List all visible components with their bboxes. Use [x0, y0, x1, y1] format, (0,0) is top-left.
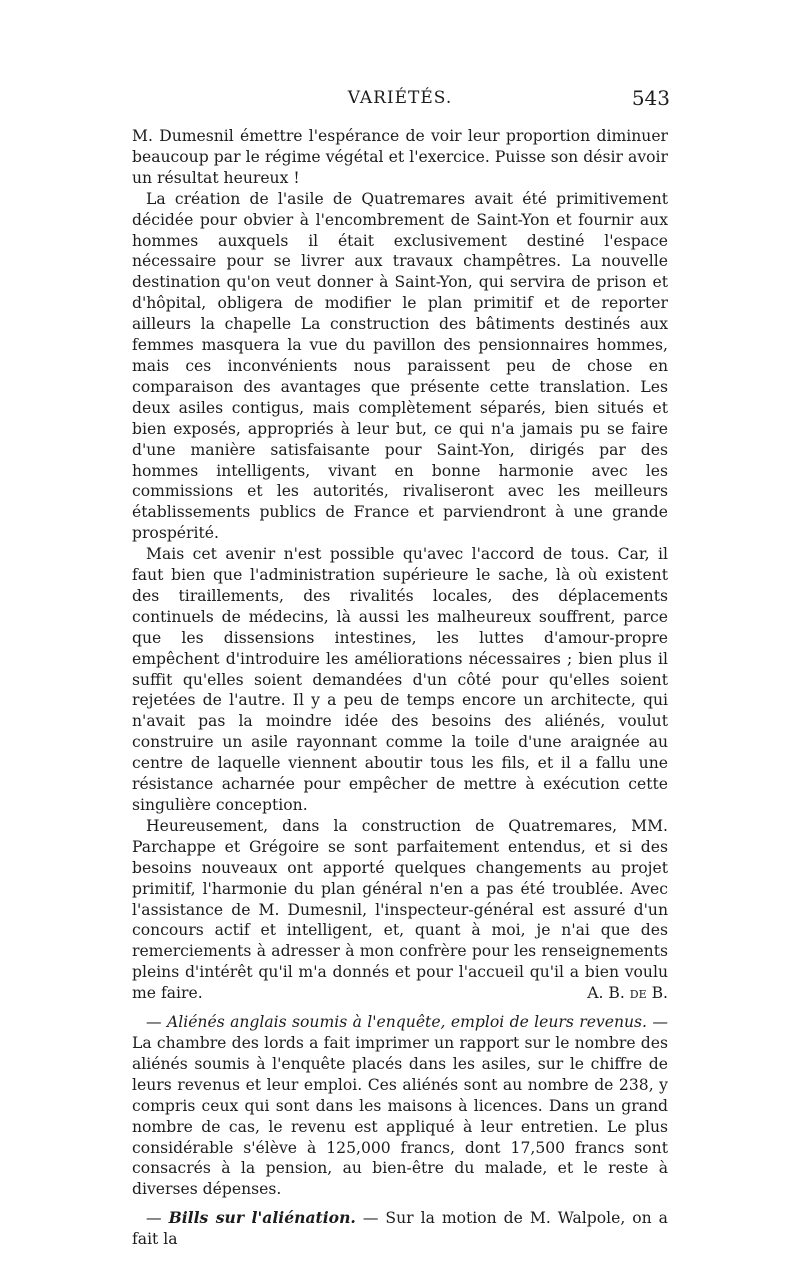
page-header — [132, 88, 668, 118]
paragraph-5-text: La chambre des lords a fait imprimer un rapport sur le nombre des aliénés soumis à l'enquête placés dans les asiles, sur le chiffre de leurs revenus et leur emploi. Ces aliénés sont au nombre de 238, y compris ceux qui sont dans les maisons à licences. Dans un grand nombre de cas, le revenu est appliqué à leur entretien. Le plus considérable s'élève à 125,000 francs, dont 17,500 francs sont consacrés à la pension, au bien-être du malade, et le reste à diverses dépenses. — [132, 1033, 668, 1199]
paragraph-5-dash: — — [652, 1013, 668, 1032]
paragraph-4 — [132, 816, 668, 1004]
section-headline-bills: Bills sur l'aliénation. — [168, 1208, 356, 1228]
author-signature: A. B. de B. — [587, 984, 668, 1003]
paragraph-2: La création de l'asile de Quatremares avait été primitivement décidée pour obvier à l'encombrement de Saint-Yon et fournir aux hommes auxquels il était exclusivement destiné l'espace nécessaire pour se livrer aux travaux champêtres. La nouvelle destination qu'on veut donner à Saint-Yon, qui servira de prison et d'hôpital, obligera de modifier le plan primitif et de reporter ailleurs la chapelle La construction des bâtiments destinés aux femmes masquera la vue du pavillon des pensionnaires hommes, mais ces inconvénients nous paraissent peu de chose en comparaison des avantages que présente cette translation. Les deux asiles contigus, mais complètement séparés, bien situés et bien exposés, appropriés à leur but, ce qui n'a jamais pu se faire d'une manière satisfaisante pour Saint-Yon, dirigés par des hommes intelligents, vivant en bonne harmonie avec les commissions et les autorités, rivaliseront avec les meilleurs établissements publics de France et parviendront à une grande prospérité. — [132, 189, 668, 543]
paragraph-5-lead-dash: — — [146, 1013, 162, 1032]
page-number: 543 — [631, 86, 670, 110]
running-head: VARIÉTÉS. — [347, 88, 453, 108]
paragraph-3: Mais cet avenir n'est possible qu'avec l'accord de tous. Car, il faut bien que l'administration supérieure le sache, là où existent des tiraillements, des rivalités locales, des déplacements continuels de médecins, là aussi les malheureux souffrent, parce que les dissensions intestines, les luttes d'amour-propre empêchent d'introduire les améliorations nécessaires ; bien plus il suffit qu'elles soient demandées d'un côté pour qu'elles soient rejetées de l'autre. Il y a peu de temps encore un architecte, qui n'avait pas la moindre idée des besoins des aliénés, voulut construire un asile rayonnant comme la toile d'une araignée au centre de laquelle viennent aboutir tous les fils, et il a fallu une résistance acharnée pour empêcher de mettre à exécution cette singulière conception. — [132, 545, 668, 814]
text-body — [132, 126, 668, 1250]
paragraph-5 — [132, 1012, 668, 1200]
paragraph-6-dash: — — [362, 1209, 379, 1228]
paragraph-6-text: Sur la motion de M. Walpole, on a fait la — [132, 1209, 668, 1249]
paragraph-1: M. Dumesnil émettre l'espérance de voir leur proportion diminuer beaucoup par le régime végétal et l'exercice. Puisse son désir avoir un résultat heureux ! — [132, 127, 668, 187]
paragraph-4-text: Heureusement, dans la construction de Quatremares, MM. Parchappe et Grégoire se sont parfaitement entendus, et si des besoins nouveaux ont apporté quelques changements au projet primitif, l'harmonie du plan général n'en a pas été troublée. Avec l'assistance de M. Dumesnil, l'inspecteur-général est assuré d'un concours actif et intelligent, et, quant à moi, je n'ai que des remerciements à adresser à mon confrère pour les renseignements pleins d'intérêt qu'il m'a donnés et pour l'accueil qu'il a bien voulu me faire. — [132, 816, 668, 1003]
paragraph-6-lead-dash: — — [146, 1209, 162, 1228]
section-headline-alienes-anglais: Aliénés anglais soumis à l'enquête, emploi de leurs revenus. — [166, 1013, 648, 1032]
paragraph-6 — [132, 1208, 668, 1250]
